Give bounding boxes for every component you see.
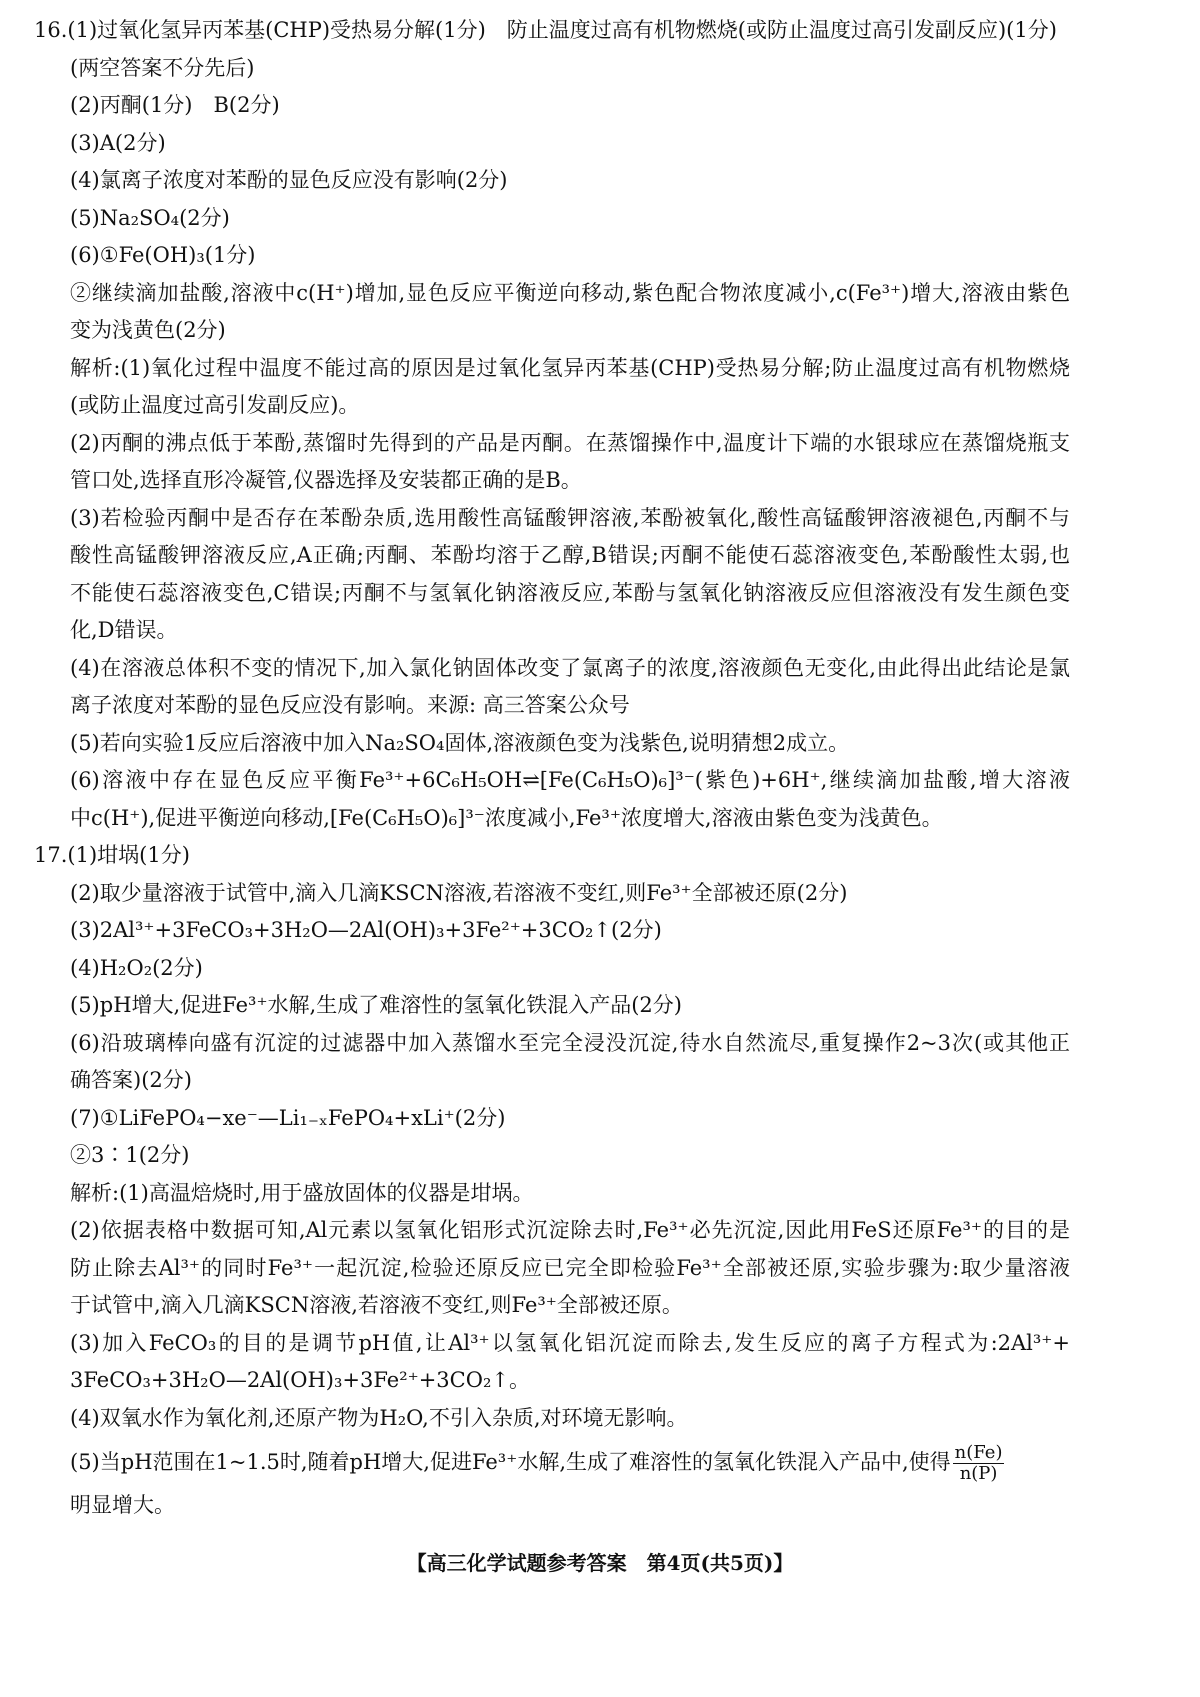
q16-4-answer: (4)氯离子浓度对苯酚的显色反应没有影响(2分)	[70, 168, 508, 192]
q17-analysis-5	[70, 1443, 1200, 1484]
q17-analysis-2-cont2: 于试管中,滴入几滴KSCN溶液,若溶液不变红,则Fe³⁺全部被还原。	[70, 1293, 683, 1317]
q17-6-answer-cont: 确答案)(2分)	[70, 1068, 192, 1092]
q16-6-2-answer: ②继续滴加盐酸,溶液中c(H⁺)增加,显色反应平衡逆向移动,紫色配合物浓度减小,c(Fe³⁺)增大,溶液由紫色	[70, 281, 1070, 305]
q17-5-answer: (5)pH增大,促进Fe³⁺水解,生成了难溶性的氢氧化铁混入产品(2分)	[70, 993, 682, 1017]
fraction-numerator: n(Fe)	[954, 1442, 1003, 1463]
page-footer: 【高三化学试题参考答案 第4页(共5页)】	[406, 1551, 794, 1575]
q17-6-answer: (6)沿玻璃棒向盛有沉淀的过滤器中加入蒸馏水至完全浸没沉淀,待水自然流尽,重复操作2~3次(或其他正	[70, 1031, 1070, 1055]
q16-analysis-1: 解析:(1)氧化过程中温度不能过高的原因是过氧化氢异丙苯基(CHP)受热易分解;防止温度过高有机物燃烧	[70, 356, 1070, 380]
q16-6-2-answer-cont: 变为浅黄色(2分)	[70, 318, 226, 342]
q16-analysis-2-cont: 管口处,选择直形冷凝管,仪器选择及安装都正确的是B。	[70, 468, 582, 492]
q16-analysis-4: (4)在溶液总体积不变的情况下,加入氯化钠固体改变了氯离子的浓度,溶液颜色无变化,由此得出此结论是氯	[70, 656, 1070, 680]
q17-analysis-1: 解析:(1)高温焙烧时,用于盛放固体的仪器是坩埚。	[70, 1181, 534, 1205]
fraction-nfe-np	[953, 1443, 1005, 1484]
q17-7-1-answer: (7)①LiFePO₄−xe⁻—Li₁₋ₓFePO₄+xLi⁺(2分)	[70, 1106, 506, 1130]
q16-analysis-3: (3)若检验丙酮中是否存在苯酚杂质,选用酸性高锰酸钾溶液,苯酚被氧化,酸性高锰酸钾溶液褪色,丙酮不与	[70, 506, 1070, 530]
q16-analysis-2: (2)丙酮的沸点低于苯酚,蒸馏时先得到的产品是丙酮。在蒸馏操作中,温度计下端的水银球应在蒸馏烧瓶支	[70, 431, 1070, 455]
q17-4-answer: (4)H₂O₂(2分)	[70, 956, 203, 980]
q17-analysis-5-cont: 明显增大。	[70, 1493, 175, 1517]
q16-5-answer: (5)Na₂SO₄(2分)	[70, 206, 230, 230]
q17-analysis-2-cont1: 防止除去Al³⁺的同时Fe³⁺一起沉淀,检验还原反应已完全即检验Fe³⁺全部被还原,实验步骤为:取少量溶液	[70, 1256, 1070, 1280]
q17-analysis-5-text: (5)当pH范围在1~1.5时,随着pH增大,促进Fe³⁺水解,生成了难溶性的氢氧化铁混入产品中,使得	[70, 1450, 951, 1474]
q17-3-answer: (3)2Al³⁺+3FeCO₃+3H₂O—2Al(OH)₃+3Fe²⁺+3CO₂↑(2分)	[70, 918, 662, 942]
q17-analysis-4: (4)双氧水作为氧化剂,还原产物为H₂O,不引入杂质,对环境无影响。	[70, 1406, 688, 1430]
q16-3-answer: (3)A(2分)	[70, 131, 166, 155]
q16-analysis-6-cont: 中c(H⁺),促进平衡逆向移动,[Fe(C₆H₅O)₆]³⁻浓度减小,Fe³⁺浓度增大,溶液由紫色变为浅黄色。	[70, 806, 943, 830]
q17-analysis-3-cont: 3FeCO₃+3H₂O—2Al(OH)₃+3Fe²⁺+3CO₂↑。	[70, 1368, 530, 1392]
q16-analysis-1-cont: (或防止温度过高引发副反应)。	[70, 393, 360, 417]
q17-2-answer: (2)取少量溶液于试管中,滴入几滴KSCN溶液,若溶液不变红,则Fe³⁺全部被还原(2分)	[70, 881, 848, 905]
q16-analysis-6: (6)溶液中存在显色反应平衡Fe³⁺+6C₆H₅OH⇌[Fe(C₆H₅O)₆]³⁻(紫色)+6H⁺,继续滴加盐酸,增大溶液	[70, 768, 1070, 792]
q16-analysis-3-cont3: 化,D错误。	[70, 618, 178, 642]
q17-analysis-2: (2)依据表格中数据可知,Al元素以氢氧化铝形式沉淀除去时,Fe³⁺必先沉淀,因此用FeS还原Fe³⁺的目的是	[70, 1218, 1070, 1242]
q16-analysis-3-cont1: 酸性高锰酸钾溶液反应,A正确;丙酮、苯酚均溶于乙醇,B错误;丙酮不能使石蕊溶液变色,苯酚酸性太弱,也	[70, 543, 1070, 567]
q16-6-1-answer: (6)①Fe(OH)₃(1分)	[70, 243, 256, 267]
fraction-denominator: n(P)	[959, 1463, 998, 1484]
q17-7-2-answer: ②3∶1(2分)	[70, 1143, 190, 1167]
q16-analysis-4-cont: 离子浓度对苯酚的显色反应没有影响。来源: 高三答案公众号	[70, 693, 630, 717]
q17-analysis-3: (3)加入FeCO₃的目的是调节pH值,让Al³⁺以氢氧化铝沉淀而除去,发生反应的离子方程式为:2Al³⁺+	[70, 1331, 1070, 1355]
q16-1-answer: 16.(1)过氧化氢异丙苯基(CHP)受热易分解(1分) 防止温度过高有机物燃烧(或防止温度过高引发副反应)(1分)	[34, 18, 1057, 42]
q16-note: (两空答案不分先后)	[70, 56, 255, 80]
q16-2-answer: (2)丙酮(1分) B(2分)	[70, 93, 280, 117]
q17-1-answer: 17.(1)坩埚(1分)	[34, 843, 190, 867]
q16-analysis-3-cont2: 不能使石蕊溶液变色,C错误;丙酮不与氢氧化钠溶液反应,苯酚与氢氧化钠溶液反应但溶液没有发生颜色变	[70, 581, 1070, 605]
q16-analysis-5: (5)若向实验1反应后溶液中加入Na₂SO₄固体,溶液颜色变为浅紫色,说明猜想2成立。	[70, 731, 850, 755]
